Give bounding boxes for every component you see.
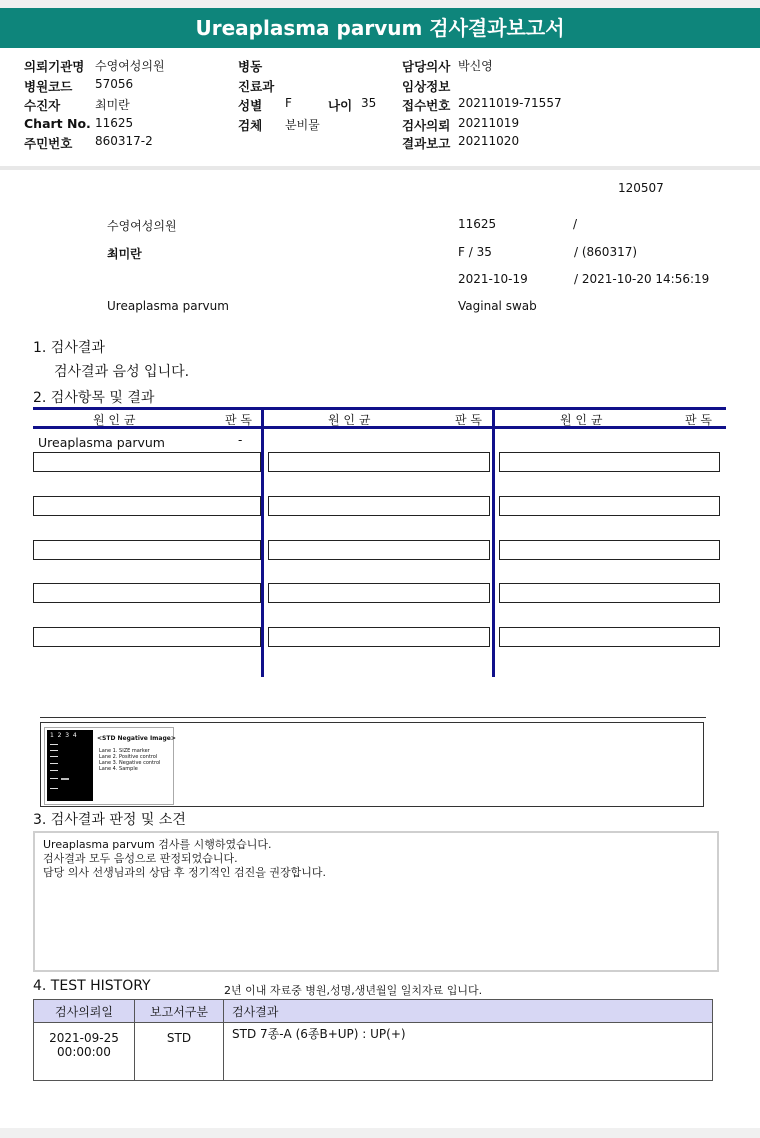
gel-legend-item: Lane 2. Positive control bbox=[99, 754, 158, 760]
gel-legend-item: Lane 4. Sample bbox=[99, 766, 138, 772]
hospital-code-value: 57056 bbox=[95, 77, 134, 91]
empty-result-cell bbox=[268, 496, 490, 516]
chart-label: Chart No. bbox=[24, 116, 91, 131]
col-header-judgment: 판 독 bbox=[455, 413, 482, 427]
report-title: Ureaplasma parvum 검사결과보고서 bbox=[0, 8, 760, 48]
doctor-value: 박신영 bbox=[458, 59, 493, 73]
history-header-date: 검사의뢰일 bbox=[34, 1000, 135, 1023]
history-table bbox=[33, 999, 713, 1081]
history-note: 2년 이내 자료중 병원,성명,생년월일 일치자료 입니다. bbox=[224, 984, 483, 997]
request-label: 검사의뢰 bbox=[402, 118, 451, 133]
result-value: - bbox=[238, 433, 243, 447]
empty-result-cell bbox=[499, 583, 720, 603]
col-header-pathogen: 원 인 균 bbox=[328, 413, 371, 427]
col-header-pathogen: 원 인 균 bbox=[93, 413, 136, 427]
empty-result-cell bbox=[268, 583, 490, 603]
empty-result-cell bbox=[499, 452, 720, 472]
reception-value: 20211019-71557 bbox=[458, 96, 562, 110]
gel-photo bbox=[47, 730, 93, 801]
gel-top-rule bbox=[40, 717, 706, 718]
opinion-line: 담당 의사 선생님과의 상담 후 정기적인 검진을 권장합니다. bbox=[43, 866, 326, 879]
clinical-label: 임상정보 bbox=[402, 79, 451, 94]
sex-value: F bbox=[285, 96, 292, 110]
section-3-title: 3. 검사결과 판정 및 소견 bbox=[33, 812, 186, 828]
gel-legend-item: Lane 1. SIZE marker bbox=[99, 748, 150, 754]
hospital-code-label: 병원코드 bbox=[24, 79, 73, 94]
gel-image bbox=[44, 727, 174, 805]
empty-result-cell bbox=[33, 496, 261, 516]
detail-chart: 11625 bbox=[458, 217, 497, 231]
report-value: 20211020 bbox=[458, 134, 520, 148]
report-label: 결과보고 bbox=[402, 136, 451, 151]
gel-image-frame bbox=[40, 722, 704, 807]
empty-result-cell bbox=[33, 452, 261, 472]
sex-label: 성별 bbox=[238, 98, 263, 113]
history-time: 00:00:00 bbox=[57, 1045, 111, 1059]
reception-label: 접수번호 bbox=[402, 98, 451, 113]
opinion-line: Ureaplasma parvum 검사를 시행하였습니다. bbox=[43, 838, 272, 851]
col-header-judgment: 판 독 bbox=[225, 413, 252, 427]
ward-label: 병동 bbox=[238, 59, 263, 74]
col-header-pathogen: 원 인 균 bbox=[560, 413, 603, 427]
history-date-cell bbox=[34, 1023, 135, 1081]
top-strip bbox=[0, 0, 760, 8]
gel-legend-item: Lane 3. Negative control bbox=[99, 760, 161, 766]
patient-value: 최미란 bbox=[95, 98, 130, 112]
empty-result-cell bbox=[499, 540, 720, 560]
detail-institution: 수영여성의원 bbox=[107, 219, 177, 233]
id-label: 주민번호 bbox=[24, 136, 73, 151]
bottom-strip bbox=[0, 1128, 760, 1138]
age-value: 35 bbox=[361, 96, 377, 110]
table-header-rule bbox=[33, 426, 726, 429]
detail-number: 120507 bbox=[618, 181, 664, 195]
opinion-line: 검사결과 모두 음성으로 판정되었습니다. bbox=[43, 852, 238, 865]
section-2-title: 2. 검사항목 및 결과 bbox=[33, 390, 155, 406]
institution-value: 수영여성의원 bbox=[95, 59, 165, 73]
history-result: STD 7종-A (6종B+UP) : UP(+) bbox=[224, 1023, 713, 1081]
header-divider bbox=[0, 166, 760, 170]
gel-legend bbox=[99, 748, 160, 772]
empty-result-cell bbox=[268, 452, 490, 472]
request-value: 20211019 bbox=[458, 116, 520, 130]
empty-result-cell bbox=[268, 627, 490, 647]
empty-result-cell bbox=[33, 583, 261, 603]
doctor-label: 담당의사 bbox=[402, 59, 451, 74]
detail-test-name: Ureaplasma parvum bbox=[107, 299, 229, 313]
specimen-value: 분비물 bbox=[285, 118, 320, 132]
detail-patient: 최미란 bbox=[107, 247, 142, 261]
history-header-type: 보고서구분 bbox=[135, 1000, 224, 1023]
dept-label: 진료과 bbox=[238, 79, 275, 94]
result-pathogen: Ureaplasma parvum bbox=[38, 435, 165, 450]
detail-specimen: Vaginal swab bbox=[458, 299, 537, 313]
empty-result-cell bbox=[33, 627, 261, 647]
empty-result-cell bbox=[33, 540, 261, 560]
gel-title: <STD Negative Image> bbox=[97, 735, 176, 742]
section-1-title: 1. 검사결과 bbox=[33, 340, 105, 356]
section-4-title: 4. TEST HISTORY bbox=[33, 978, 151, 994]
detail-sex-age: F / 35 bbox=[458, 245, 492, 259]
patient-label: 수진자 bbox=[24, 98, 61, 113]
history-date: 2021-09-25 bbox=[49, 1031, 119, 1045]
institution-label: 의뢰기관명 bbox=[24, 59, 85, 74]
table-top-rule bbox=[33, 407, 726, 410]
empty-result-cell bbox=[268, 540, 490, 560]
detail-date2: / 2021-10-20 14:56:19 bbox=[574, 272, 710, 286]
chart-value: 11625 bbox=[95, 116, 134, 130]
gel-lane-numbers: 1 2 3 4 bbox=[50, 732, 77, 739]
specimen-label: 검체 bbox=[238, 118, 263, 133]
detail-chart-slash: / bbox=[573, 217, 578, 231]
detail-date1: 2021-10-19 bbox=[458, 272, 528, 286]
history-header-result: 검사결과 bbox=[224, 1000, 713, 1023]
table-col-divider bbox=[492, 407, 495, 677]
history-type: STD bbox=[135, 1023, 224, 1081]
empty-result-cell bbox=[499, 496, 720, 516]
col-header-judgment: 판 독 bbox=[685, 413, 712, 427]
age-label: 나이 bbox=[328, 98, 353, 113]
history-row bbox=[34, 1023, 713, 1081]
opinion-box bbox=[33, 831, 719, 972]
detail-birth: / (860317) bbox=[574, 245, 638, 259]
id-value: 860317-2 bbox=[95, 134, 153, 148]
table-col-divider bbox=[261, 407, 264, 677]
empty-result-cell bbox=[499, 627, 720, 647]
section-1-text: 검사결과 음성 입니다. bbox=[54, 364, 190, 380]
